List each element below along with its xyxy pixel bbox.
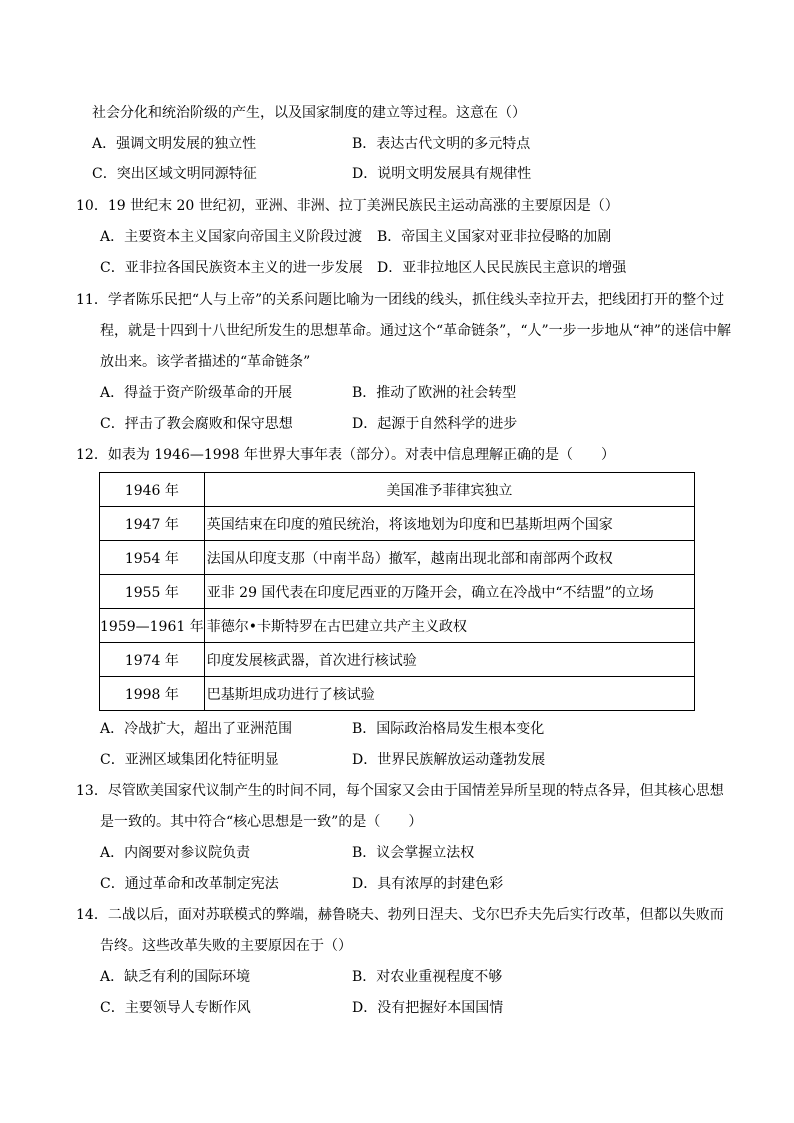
event-cell: 英国结束在印度的殖民统治，将该地划为印度和巴基斯坦两个国家 — [204, 507, 694, 541]
q10-option-c: C．亚非拉各国民族资本主义的进一步发展 — [100, 260, 363, 276]
event-cell: 印度发展核武器，首次进行核试验 — [204, 643, 694, 677]
year-cell: 1974 年 — [100, 643, 205, 677]
q13-option-d: D．具有浓厚的封建色彩 — [352, 876, 504, 892]
year-cell: 1959—1961 年 — [100, 609, 205, 643]
q12-option-c: C．亚洲区域集团化特征明显 — [100, 752, 279, 768]
q13-option-c: C．通过革命和改革制定宪法 — [100, 876, 279, 892]
q11-stem-line-1: 11．学者陈乐民把“人与上帝”的关系问题比喻为一团线的线头，抓住线头幸拉开去，把线团打开的整个过 — [76, 292, 725, 308]
year-cell: 1998 年 — [100, 677, 205, 711]
q10-option-a: A．主要资本主义国家向帝国主义阶段过渡 — [100, 229, 363, 245]
q10-stem: 10．19 世纪末 20 世纪初，亚洲、非洲、拉丁美洲民族民主运动高涨的主要原因是（） — [76, 198, 619, 214]
q14-option-a: A．缺乏有利的国际环境 — [100, 969, 251, 985]
q13-option-a: A．内阁要对参议院负责 — [100, 845, 251, 861]
table-row — [100, 609, 695, 643]
q9-option-b: B．表达古代文明的多元特点 — [352, 136, 531, 152]
q12-option-d: D．世界民族解放运动蓬勃发展 — [352, 752, 546, 768]
q13-stem-line-1: 13．尽管欧美国家代议制产生的时间不同，每个国家又会由于国情差异所呈现的特点各异，但其核心思想 — [76, 783, 724, 799]
q14-option-c: C．主要领导人专断作风 — [100, 1000, 251, 1016]
event-cell: 美国准予菲律宾独立 — [204, 473, 694, 507]
event-cell: 巴基斯坦成功进行了核试验 — [204, 677, 694, 711]
table-row — [100, 473, 695, 507]
q13-stem-line-2: 是一致的。其中符合“核心思想是一致”的是（ ） — [100, 814, 423, 830]
year-cell: 1946 年 — [100, 473, 205, 507]
table-row — [100, 507, 695, 541]
table-row — [100, 643, 695, 677]
q14-option-d: D．没有把握好本国国情 — [352, 1000, 504, 1016]
q11-stem-line-2: 程，就是十四到十八世纪所发生的思想革命。通过这个“革命链条”，“人”一步一步地从“神”的迷信中解 — [100, 323, 731, 339]
event-cell: 法国从印度支那（中南半岛）撤军，越南出现北部和南部两个政权 — [204, 541, 694, 575]
q9-option-a: A．强调文明发展的独立性 — [92, 136, 257, 152]
q13-option-b: B．议会掌握立法权 — [352, 845, 475, 861]
event-cell: 亚非 29 国代表在印度尼西亚的万隆开会，确立在冷战中“不结盟”的立场 — [204, 575, 694, 609]
q11-option-b: B．推动了欧洲的社会转型 — [352, 385, 517, 401]
q11-option-c: C．抨击了教会腐败和保守思想 — [100, 416, 293, 432]
year-cell: 1947 年 — [100, 507, 205, 541]
q12-stem: 12．如表为 1946—1998 年世界大事年表（部分）。对表中信息理解正确的是（ ） — [76, 447, 615, 463]
q14-option-b: B．对农业重视程度不够 — [352, 969, 503, 985]
q14-stem-line-1: 14．二战以后，面对苏联模式的弊端，赫鲁晓夫、勃列日涅夫、戈尔巴乔夫先后实行改革，但都以失败而 — [76, 907, 724, 923]
events-table — [99, 472, 695, 711]
q11-option-a: A．得益于资产阶级革命的开展 — [100, 385, 293, 401]
q9-option-c: C．突出区域文明同源特征 — [92, 166, 257, 182]
q10-option-d: D．亚非拉地区人民民族民主意识的增强 — [377, 260, 627, 276]
table-row — [100, 541, 695, 575]
q9-option-d: D．说明文明发展具有规律性 — [352, 166, 532, 182]
table-row — [100, 575, 695, 609]
year-cell: 1954 年 — [100, 541, 205, 575]
q11-option-d: D．起源于自然科学的进步 — [352, 416, 518, 432]
event-cell: 菲德尔•卡斯特罗在古巴建立共产主义政权 — [204, 609, 694, 643]
q11-stem-line-3: 放出来。该学者描述的“革命链条” — [100, 354, 311, 370]
q12-option-b: B．国际政治格局发生根本变化 — [352, 721, 545, 737]
q9-stem-continuation: 社会分化和统治阶级的产生，以及国家制度的建立等过程。这意在（） — [92, 105, 526, 121]
table-row — [100, 677, 695, 711]
q14-stem-line-2: 告终。这些改革失败的主要原因在于（） — [100, 938, 352, 954]
year-cell: 1955 年 — [100, 575, 205, 609]
q10-option-b: B．帝国主义国家对亚非拉侵略的加剧 — [377, 229, 612, 245]
q12-option-a: A．冷战扩大，超出了亚洲范围 — [100, 721, 293, 737]
